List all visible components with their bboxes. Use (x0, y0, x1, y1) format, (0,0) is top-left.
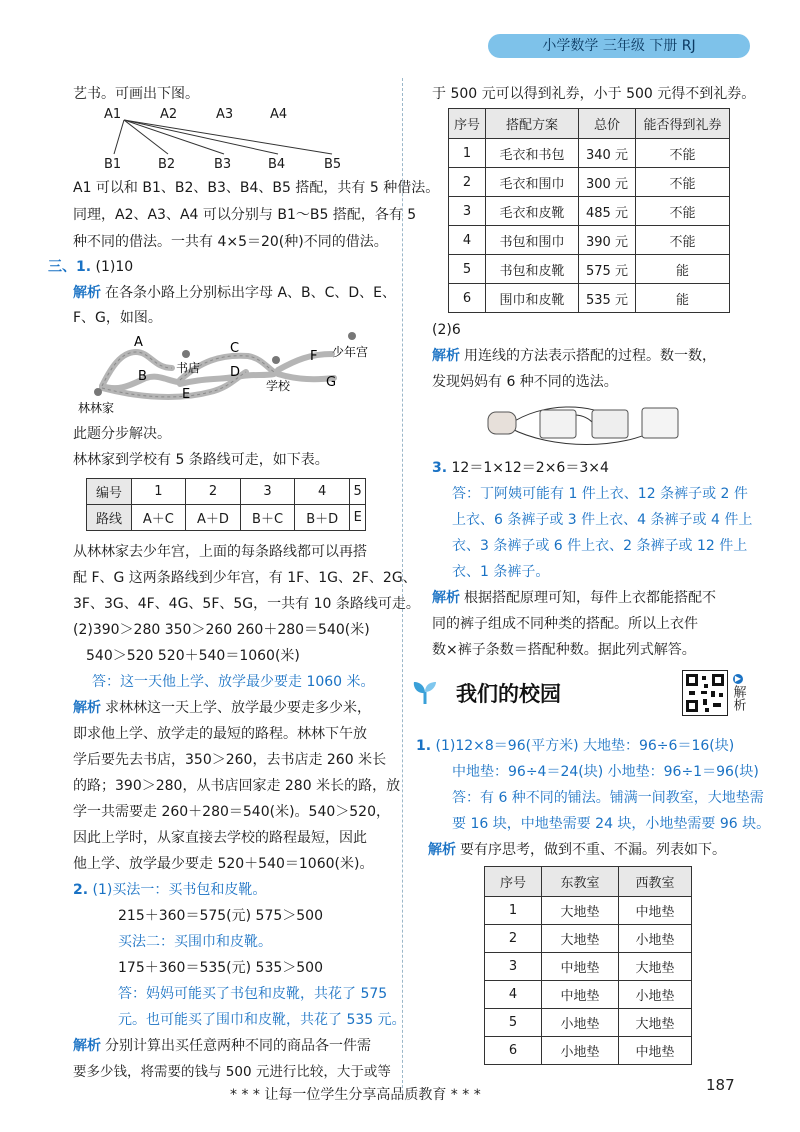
answer-statement: 答：妈妈可能买了书包和皮靴，共花了 575 (118, 986, 388, 1002)
table-cell: 大地垫 (619, 1009, 692, 1037)
table-cell: 中地垫 (542, 953, 619, 981)
table-cell: 340 元 (579, 139, 636, 168)
table-cell: 390 元 (579, 226, 636, 255)
table-cell: 4 (294, 479, 349, 505)
answer-text: 12＝1×12＝2×6＝3×4 (451, 460, 609, 476)
qr-code[interactable] (682, 670, 728, 716)
boots-icon (642, 408, 678, 438)
section-title: 我们的校园 (456, 682, 561, 706)
table-cell: E (350, 505, 366, 531)
table-row (485, 1009, 692, 1037)
table-cell: 小地垫 (619, 981, 692, 1009)
table-header: 西教室 (619, 867, 692, 897)
diagram-top-label: A3 (216, 107, 234, 122)
table-row (485, 953, 692, 981)
items-illustration (482, 398, 692, 450)
table-cell: 5 (449, 255, 486, 284)
answer-statement: 答：这一天他上学、放学最少要走 1060 米。 (92, 674, 375, 690)
table-cell (449, 109, 730, 139)
answer-statement: 元。也可能买了围巾和皮靴，共花了 535 元。 (118, 1012, 406, 1028)
table-row (449, 139, 730, 168)
table-cell: 3 (241, 479, 295, 505)
analysis-text: 用连线的方法表示搭配的过程。数一数， (464, 348, 716, 364)
table-header: 序号 (449, 109, 486, 139)
table-row (485, 897, 692, 925)
text-line: 同理，A2、A3、A4 可以分别与 B1～B5 搭配，各有 5 (73, 207, 417, 223)
map-route-label: E (182, 387, 191, 402)
text-line: 林林家到学校有 5 条路线可走，如下表。 (73, 452, 329, 468)
answer-statement: 上衣、6 条裤子或 3 件上衣、4 条裤子或 4 件上 (452, 512, 753, 528)
table-header: 能否得到礼券 (636, 109, 730, 139)
analysis-line (432, 344, 716, 368)
table-cell: A＋C (132, 505, 186, 531)
question-number: 2. (73, 882, 89, 898)
bag-icon (540, 410, 576, 438)
table-cell: 575 元 (579, 255, 636, 284)
table-cell: 中地垫 (619, 897, 692, 925)
answer-statement: 衣、1 条裤子。 (452, 564, 550, 580)
text-line: 因此上学时，从家直接去学校的路程最短，因此 (73, 830, 367, 846)
table-cell: 3 (485, 953, 542, 981)
question-1 (416, 734, 734, 758)
table-cell: 4 (485, 981, 542, 1009)
table-cell: 毛衣和皮靴 (486, 197, 579, 226)
page-number: 187 (706, 1076, 735, 1094)
table-cell (485, 867, 692, 897)
table-cell: 大地垫 (619, 953, 692, 981)
table-cell: 中地垫 (542, 981, 619, 1009)
table-row (485, 981, 692, 1009)
table-cell: 不能 (636, 168, 730, 197)
diagram-bottom-label: B1 (104, 157, 122, 172)
map-place-label: 学校 (266, 379, 291, 393)
map-route-label: D (230, 365, 241, 380)
table-cell: 不能 (636, 197, 730, 226)
qr-caption (730, 670, 746, 711)
table-cell: 1 (485, 897, 542, 925)
map-route-label: C (230, 341, 240, 356)
table-row (485, 1037, 692, 1065)
location-pin-icon (272, 356, 280, 364)
table-cell: 能 (636, 255, 730, 284)
table-cell: 5 (485, 1009, 542, 1037)
map-place-label: 少年宫 (332, 345, 369, 359)
table-cell: 毛衣和围巾 (486, 168, 579, 197)
text-line: 发现妈妈有 6 种不同的选法。 (432, 374, 618, 390)
text-line: 艺书。可画出下图。 (73, 86, 199, 102)
table-cell: 6 (485, 1037, 542, 1065)
pairing-diagram (96, 104, 366, 174)
play-icon: ▶ (734, 674, 742, 683)
question-number: 3. (432, 460, 448, 476)
table-cell: 大地垫 (542, 925, 619, 953)
text-line: 此题分步解决。 (73, 426, 171, 442)
question-3-1 (48, 255, 133, 279)
answer-line: (2)6 (432, 322, 461, 338)
diagram-top-label: A1 (104, 107, 122, 122)
match-table (448, 108, 730, 313)
qr-label: 解析 (730, 685, 746, 711)
text-line: 数×裤子条数＝搭配种数。据此列式解答。 (432, 642, 696, 658)
table-cell: 6 (449, 284, 486, 313)
table-cell: 300 元 (579, 168, 636, 197)
table-cell: 大地垫 (542, 897, 619, 925)
diagram-bottom-label: B5 (324, 157, 342, 172)
text-line: 种不同的借法。一共有 4×5＝20(种)不同的借法。 (73, 234, 388, 250)
map-route-label: A (134, 335, 143, 350)
table-row (449, 197, 730, 226)
analysis-label: 解析 (73, 285, 101, 301)
map-route-label: F (310, 349, 318, 364)
table-cell: B＋C (241, 505, 295, 531)
question-3 (432, 456, 609, 480)
table-cell: A＋D (185, 505, 240, 531)
text-line: 从林林家去少年宫，上面的每条路线都可以再搭 (73, 544, 367, 560)
text-line: 3F、3G、4F、4G、5F、5G，一共有 10 条路线可走。 (73, 596, 420, 612)
analysis-text: 要有序思考，做到不重、不漏。列表如下。 (460, 842, 726, 858)
analysis-label: 解析 (432, 348, 460, 364)
text-line: 即求他上学、放学走的最短的路程。林林下午放 (73, 726, 367, 742)
answer-line: 中地垫：96÷4＝24(块) 小地垫：96÷1＝96(块) (452, 764, 759, 780)
table-header: 搭配方案 (486, 109, 579, 139)
sweater-icon (488, 412, 516, 434)
sprout-icon (410, 680, 440, 706)
map-place-label: 林林家 (78, 401, 115, 415)
diagram-bottom-label: B2 (158, 157, 176, 172)
table-row (449, 284, 730, 313)
table-cell: 2 (449, 168, 486, 197)
answer-statement: 要 16 块，中地垫需要 24 块，小地垫需要 96 块。 (452, 816, 771, 832)
analysis-line (432, 586, 716, 610)
answer-line: 215＋360＝575(元) 575＞500 (118, 908, 323, 924)
table-row-header: 路线 (87, 505, 132, 531)
table-cell: 书包和围巾 (486, 226, 579, 255)
answer-line: 买法二：买围巾和皮靴。 (118, 934, 272, 950)
table-header: 序号 (485, 867, 542, 897)
answer-statement: 答：丁阿姨可能有 1 件上衣、12 条裤子或 2 件 (452, 486, 748, 502)
table-cell: 535 元 (579, 284, 636, 313)
analysis-text: 分别计算出买任意两种不同的商品各一件需 (105, 1038, 371, 1054)
question-number: 1. (416, 738, 432, 754)
table-cell: 小地垫 (542, 1037, 619, 1065)
table-cell: 能 (636, 284, 730, 313)
answer-line: 175＋360＝535(元) 535＞500 (118, 960, 323, 976)
table-header: 东教室 (542, 867, 619, 897)
map-place-label: 书店 (176, 361, 201, 375)
table-cell: 小地垫 (619, 925, 692, 953)
table-cell: 485 元 (579, 197, 636, 226)
text-line: A1 可以和 B1、B2、B3、B4、B5 搭配，共有 5 种借法。 (73, 180, 440, 196)
text-line: F、G，如图。 (73, 310, 162, 326)
table-row (449, 168, 730, 197)
analysis-line (73, 281, 396, 305)
question-2 (73, 878, 266, 902)
analysis-label: 解析 (432, 590, 460, 606)
route-table (86, 478, 366, 531)
diagram-top-label: A2 (160, 107, 178, 122)
analysis-text: 根据搭配原理可知，每件上衣都能搭配不 (464, 590, 716, 606)
diagram-top-label: A4 (270, 107, 288, 122)
table-cell: 5 (350, 479, 366, 505)
table-cell: 4 (449, 226, 486, 255)
analysis-text: 求林林这一天上学、放学最少要走多少米， (105, 700, 371, 716)
text-line: 同的裤子组成不同种类的搭配。所以上衣件 (432, 616, 698, 632)
analysis-line (73, 1034, 371, 1058)
answer-line: 540＞520 520＋540＝1060(米) (86, 648, 300, 664)
table-cell: 不能 (636, 226, 730, 255)
table-cell (87, 479, 366, 505)
location-pin-icon (348, 332, 356, 340)
table-cell: 不能 (636, 139, 730, 168)
footer-slogan: * * * 让每一位学生分享高品质教育 * * * (230, 1087, 481, 1103)
diagram-bottom-label: B4 (268, 157, 286, 172)
table-cell (87, 505, 366, 531)
book-header-badge: 小学数学 三年级 下册 RJ (488, 34, 750, 58)
scarf-icon (592, 410, 628, 438)
answer-text: (1)买法一：买书包和皮靴。 (92, 882, 267, 898)
answer-text: (1)10 (95, 259, 134, 275)
text-line: 学一共需要走 260＋280＝540(米)。540＞520， (73, 804, 390, 820)
answer-statement: 衣、3 条裤子或 6 件上衣、2 条裤子或 12 件上 (452, 538, 748, 554)
table-cell: 2 (185, 479, 240, 505)
text-line: 于 500 元可以得到礼券，小于 500 元得不到礼券。 (432, 86, 756, 102)
text-line: 的路；390＞280，从书店回家走 280 米长的路，放 (73, 778, 401, 794)
table-cell: 1 (132, 479, 186, 505)
section-number: 三、1. (48, 259, 92, 275)
table-cell: 小地垫 (542, 1009, 619, 1037)
table-cell: 围巾和皮靴 (486, 284, 579, 313)
table-row (449, 255, 730, 284)
location-pin-icon (182, 350, 190, 358)
diagram-bottom-label: B3 (214, 157, 232, 172)
location-pin-icon (94, 388, 102, 396)
text-line: 配 F、G 这两条路线到少年宫，有 1F、1G、2F、2G、 (73, 570, 417, 586)
analysis-label: 解析 (73, 700, 101, 716)
answer-text: (1)12×8＝96(平方米) 大地垫：96÷6＝16(块) (435, 738, 735, 754)
analysis-line (428, 838, 726, 862)
table-cell: 2 (485, 925, 542, 953)
text-line: 他上学、放学最少要走 520＋540＝1060(米)。 (73, 856, 374, 872)
analysis-label: 解析 (428, 842, 456, 858)
analysis-text: 在各条小路上分别标出字母 A、B、C、D、E、 (105, 285, 397, 301)
analysis-line (73, 696, 371, 720)
answer-statement: 答：有 6 种不同的铺法。铺满一间教室，大地垫需 (452, 790, 764, 806)
text-line: 学后要先去书店，350＞260，去书店走 260 米长 (73, 752, 387, 768)
table-cell: 1 (449, 139, 486, 168)
table-cell: B＋D (294, 505, 349, 531)
table-cell: 中地垫 (619, 1037, 692, 1065)
map-route-label: G (326, 375, 337, 390)
map-route-label: B (138, 369, 147, 384)
table-header: 总价 (579, 109, 636, 139)
table-row (449, 226, 730, 255)
table-cell: 书包和皮靴 (486, 255, 579, 284)
route-map (70, 330, 400, 425)
table-row-header: 编号 (87, 479, 132, 505)
table-cell: 毛衣和书包 (486, 139, 579, 168)
table-row (485, 925, 692, 953)
text-line: 要多少钱，将需要的钱与 500 元进行比较，大于或等 (73, 1064, 391, 1080)
analysis-label: 解析 (73, 1038, 101, 1054)
mat-table (484, 866, 692, 1065)
table-cell: 3 (449, 197, 486, 226)
answer-line: (2)390＞280 350＞260 260＋280＝540(米) (73, 622, 370, 638)
